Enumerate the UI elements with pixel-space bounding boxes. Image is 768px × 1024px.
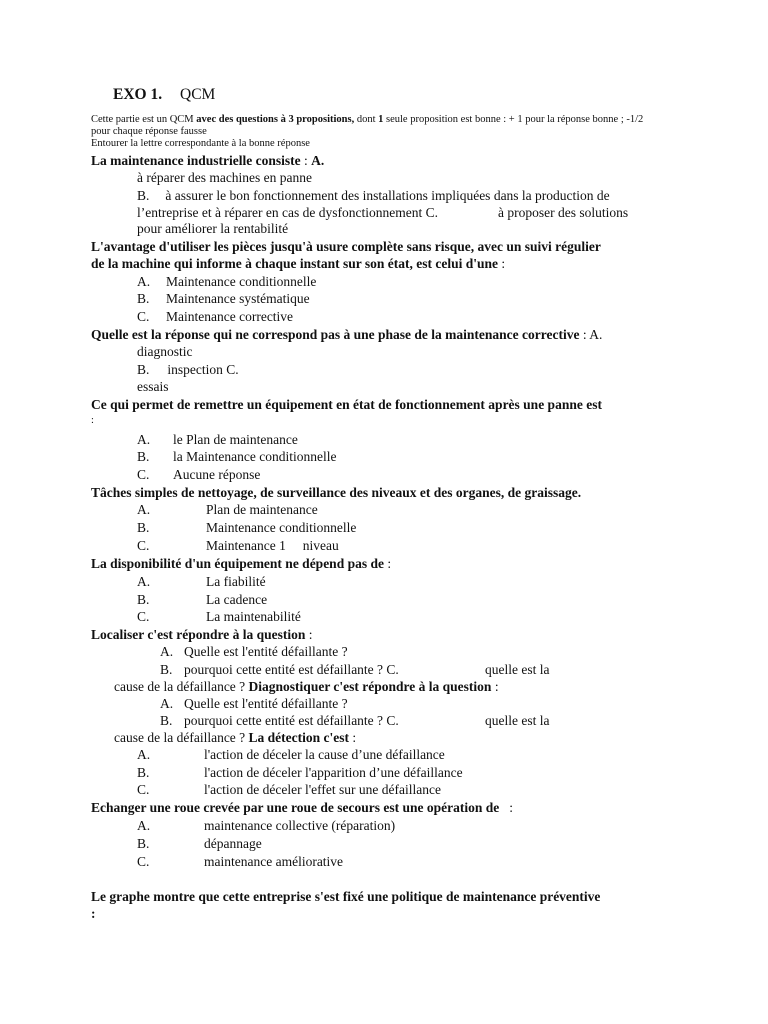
question-2-line-2 [91,255,505,272]
option-letter[interactable]: A. [137,274,151,289]
question-6 [91,555,391,572]
question-1 [91,152,324,169]
intro-line-2: pour chaque réponse fausse [91,126,207,137]
question-3-option-b[interactable] [137,361,239,378]
option-letter[interactable]: B. [137,836,150,851]
option-text[interactable]: Plan de maintenance [206,502,318,517]
option-letter[interactable]: B. [160,662,173,677]
question-3 [91,326,602,343]
option-letter[interactable]: C. [137,538,150,553]
option-letter[interactable]: A. [137,502,151,517]
intro-text-d: 1 [378,114,384,125]
exercise-number: EXO 1. [113,86,163,103]
option-text[interactable]: cause de la défaillance ? [114,730,249,745]
option-text[interactable]: inspection C. [167,362,239,377]
option-text[interactable]: le Plan de maintenance [173,432,298,447]
question-2-line-1: L'avantage d'utiliser les pièces jusqu'à usure complète sans risque, avec un suivi régulier [91,239,601,254]
question-6-text: La disponibilité d'un équipement ne dépend pas de [91,556,384,571]
question-3-option-c[interactable]: essais [137,379,169,394]
question-1-option-b-line-1[interactable] [137,187,610,204]
option-text[interactable]: pourquoi cette entité est défaillante ? C. [184,662,399,677]
question-2-text: de la machine qui informe à chaque instant sur son état, est celui d'une [91,256,499,271]
question-11-text: Le graphe montre que cette entreprise s'est fixé une politique de maintenance préventive [91,889,601,904]
option-letter[interactable]: C. [137,467,150,482]
option-text[interactable]: cause de la défaillance ? [114,679,249,694]
option-letter[interactable]: B. [137,291,150,306]
exercise-title: QCM [180,86,216,103]
question-9-colon: : [349,730,357,745]
question-1-colon: : [300,153,312,168]
option-text[interactable]: pourquoi cette entité est défaillante ? C. [184,713,399,728]
option-letter[interactable]: B. [160,713,173,728]
question-8-text: Diagnostiquer c'est répondre à la question [248,679,492,694]
question-9-text: La détection c'est [248,730,350,745]
question-7 [91,626,313,643]
option-letter[interactable]: C. [137,609,150,624]
option-text[interactable]: maintenance collective (réparation) [204,818,396,833]
option-letter[interactable]: A. [137,574,151,589]
option-letter[interactable]: B. [137,362,150,377]
intro-text-a: Cette partie est un QCM [91,114,197,125]
question-8-option-c-line-2[interactable] [114,729,356,746]
option-text[interactable]: Maintenance systématique [166,291,310,306]
intro-text-e: seule proposition est bonne : + 1 pour la réponse bonne ; -1/2 [383,114,644,125]
intro-text-b: avec des questions à 3 propositions, [196,114,355,125]
intro-line-3: Entourer la lettre correspondante à la bonne réponse [91,138,310,149]
option-text[interactable]: Quelle est l'entité défaillante ? [184,644,348,659]
option-text[interactable]: l'action de déceler l'effet sur une défaillance [204,782,441,797]
question-6-colon: : [383,556,392,571]
option-text[interactable]: la Maintenance conditionnelle [173,449,337,464]
option-text[interactable]: Maintenance corrective [166,309,294,324]
option-text[interactable]: maintenance améliorative [204,854,344,869]
question-10-colon: : [509,800,513,815]
option-letter[interactable]: A. [160,696,174,711]
option-text[interactable]: Quelle est l'entité défaillante ? [184,696,348,711]
question-1-option-b-letter[interactable]: B. [137,188,150,203]
option-letter[interactable]: A. [137,432,151,447]
question-1-option-b-text[interactable]: à assurer le bon fonctionnement des installations impliquées dans la production de [165,188,610,203]
option-text[interactable]: Aucune réponse [173,467,261,482]
option-letter[interactable]: A. [160,644,174,659]
question-1-option-c-line-2[interactable]: pour améliorer la rentabilité [137,221,289,236]
question-4-text: Ce qui permet de remettre un équipement en état de fonctionnement après une panne est [91,397,602,412]
question-1-option-c-line-1[interactable]: à proposer des solutions [498,205,629,220]
option-letter[interactable]: A. [137,818,151,833]
question-10 [91,799,513,816]
option-text[interactable]: La cadence [206,592,268,607]
question-5-text: Tâches simples de nettoyage, de surveillance des niveaux et des organes, de graissage. [91,485,582,500]
option-letter[interactable]: B. [137,765,150,780]
question-7-option-c-line-2[interactable] [114,678,499,695]
option-letter[interactable]: C. [137,782,150,797]
option-letter[interactable]: C. [137,854,150,869]
intro-line-1 [91,114,643,126]
question-1-option-b-line-2[interactable]: l’entreprise et à réparer en cas de dysfonctionnement C. [137,205,438,220]
option-text[interactable]: La fiabilité [206,574,266,589]
question-8-colon: : [491,679,499,694]
option-text[interactable]: La maintenabilité [206,609,301,624]
question-4-colon: : [91,415,94,426]
question-7-text: Localiser c'est répondre à la question [91,627,306,642]
option-text[interactable]: Maintenance conditionnelle [166,274,317,289]
question-7-colon: : [305,627,313,642]
option-letter[interactable]: B. [137,449,150,464]
question-11-colon: : [91,906,96,921]
option-text[interactable]: Maintenance conditionnelle [206,520,357,535]
question-3-tail[interactable]: : A. [579,327,603,342]
question-3-option-a[interactable]: diagnostic [137,344,193,359]
question-2-colon: : [498,256,506,271]
intro-text-c: dont [354,114,379,125]
question-1-text: La maintenance industrielle consiste [91,153,301,168]
option-text[interactable]: dépannage [204,836,262,851]
option-letter[interactable]: C. [137,309,150,324]
question-3-text: Quelle est la réponse qui ne correspond pas à une phase de la maintenance corrective [91,327,580,342]
question-10-text: Echanger une roue crevée par une roue de secours est une opération de [91,800,500,815]
question-7-option-c-line-1[interactable]: quelle est la [485,662,550,677]
option-letter[interactable]: B. [137,520,150,535]
question-1-option-a[interactable]: à réparer des machines en panne [137,170,313,185]
option-text[interactable]: Maintenance 1 niveau [206,538,339,553]
option-text[interactable]: l'action de déceler la cause d’une défaillance [204,747,445,762]
question-1-option-a-letter[interactable]: A. [311,153,325,168]
option-letter[interactable]: B. [137,592,150,607]
question-8-option-c-line-1[interactable]: quelle est la [485,713,550,728]
option-letter[interactable]: A. [137,747,151,762]
option-text[interactable]: l'action de déceler l'apparition d’une défaillance [204,765,463,780]
